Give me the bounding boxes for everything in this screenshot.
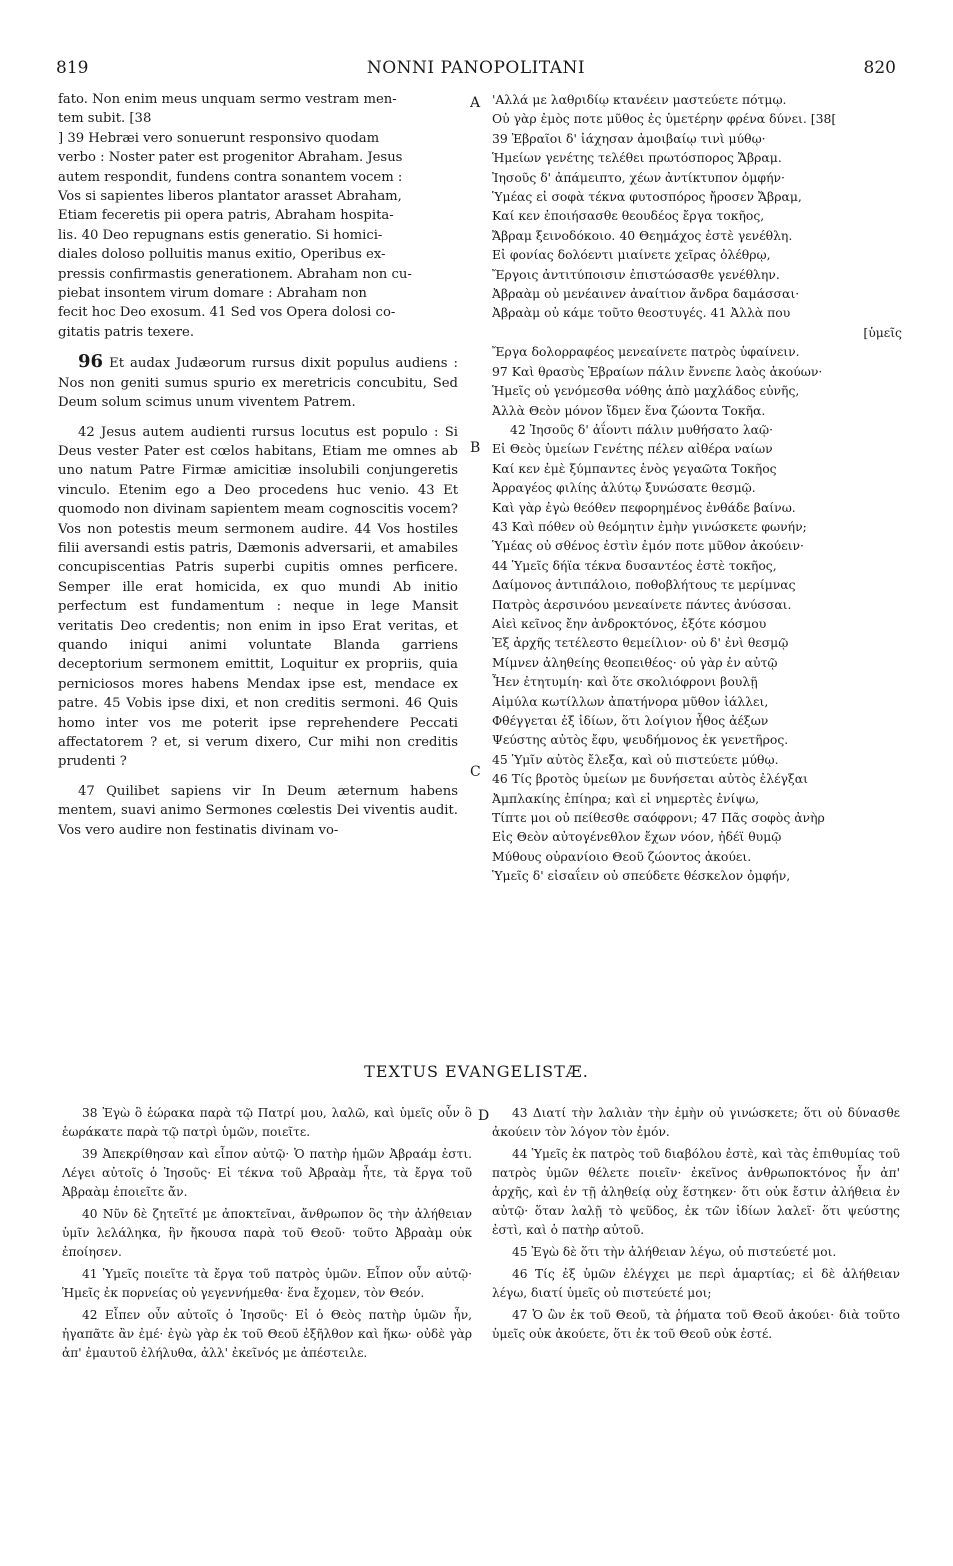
greek-line: Ἡμείων γενέτης τελέθει πρωτόσπορος Ἄβραμ.: [492, 150, 782, 166]
greek-line: Μίμνεν ἀληθείης θεοπειθέος· οὐ γὰρ ἐν αὐτῷ: [492, 654, 778, 670]
greek-line: Ἀμπλακίης ἐπίηρα; καὶ εἰ νημερτὲς ἐνίψω,: [492, 790, 760, 806]
latin-paragraph-96-text: Et audax Judæorum rursus dixit populus audiens : Nos non geniti sumus spurio ex meretricis concubitu, Sed Deum solum scimus unum viventem Patrem.: [58, 356, 458, 411]
gospel-verse: 46 Τίς ἐξ ὑμῶν ἐλέγχει με περὶ ἁμαρτίας; εἰ δὲ ἀλήθειαν λέγω, διατί ὑμεῖς οὐ πιστεύετέ μοι;: [492, 1267, 900, 1300]
greek-line: Ὑμέας οὐ σθένος ἐστὶν ἐμόν ποτε μῦθον ἀκούειν·: [492, 538, 804, 554]
greek-line: Ἀρραγέος φιλίης ἀλύτῳ ξυνώσατε θεσμῷ.: [492, 480, 756, 496]
gospel-verse: 44 Ὑμεῖς ἐκ πατρὸς τοῦ διαβόλου ἐστὲ, καὶ τὰς ἐπιθυμίας τοῦ πατρὸς ὑμῶν θέλετε ποιεῖν· ἐκεῖνος ἀνθρωποκτόνος ἦν ἀπ' ἀρχῆς, καὶ ἐν τῇ ἀληθείᾳ οὐχ ἕστηκεν· ὅτι οὐκ ἔστιν ἀλήθεια ἐν αὐτῷ· ὅταν λαλῇ τὸ ψεῦδος, ἐκ τῶν ἰδίων λαλεῖ· ὅτι ψεύστης ἐστὶ, καὶ ὁ πατὴρ αὐτοῦ.: [492, 1147, 900, 1237]
page-header: [56, 58, 896, 82]
greek-line: Αἰεὶ κεῖνος ἔην ἀνδροκτόνος, ἐξότε κόσμου: [492, 615, 767, 631]
greek-line: Καί κεν ἐποιήσασθε θεουδέος ἔργα τοκῆος,: [492, 208, 765, 224]
margin-letter-b: B: [470, 440, 481, 456]
gospel-verse: 43 Διατί τὴν λαλιὰν τὴν ἐμὴν οὐ γινώσκετε; ὅτι οὐ δύνασθε ἀκούειν τὸν λόγον τὸν ἐμόν.: [492, 1106, 900, 1139]
latin-line: diales doloso polluitis manus exitio, Operibus ex-: [58, 247, 386, 263]
latin-line: fecit hoc Deo exosum. 41 Sed vos Opera dolosi co-: [58, 305, 396, 321]
gospel-verse: 39 Ἀπεκρίθησαν καὶ εἶπον αὐτῷ· Ὁ πατὴρ ἡμῶν Ἀβραάμ ἐστι. Λέγει αὐτοῖς ὁ Ἰησοῦς· Εἰ τέκνα τοῦ Ἀβραὰμ ἦτε, τὰ ἔργα τοῦ Ἀβραὰμ ἐποιεῖτε ἄν.: [62, 1147, 472, 1199]
greek-line: 44 Ὑμεῖς δήϊα τέκνα δυσαντέος ἐστὲ τοκῆος,: [492, 557, 777, 573]
greek-line: 45 Ὑμῖν αὐτὸς ἔλεξα, καὶ οὐ πιστεύετε μύθῳ.: [492, 751, 779, 767]
greek-line: Ἔργοις ἀντιτύποισιν ἐπιστώσασθε γενέθλην.: [492, 266, 780, 282]
greek-line: Εἰ φονίας δολόεντι μιαίνετε χεῖρας ὀλέθρῳ,: [492, 247, 771, 263]
margin-letter-c: C: [470, 764, 481, 780]
latin-line: piebat insontem virum domare : Abraham non: [58, 286, 367, 302]
evangelist-text-left: [62, 1104, 472, 1366]
greek-line: [ὑμεῖς: [863, 324, 902, 340]
section-title: TEXTUS EVANGELISTÆ.: [364, 1062, 589, 1081]
greek-line: 42 Ἰησοῦς δ' ἀΐοντι πάλιν μυθήσατο λαῷ·: [510, 421, 774, 437]
latin-line: gitatis patris texere.: [58, 324, 195, 340]
gospel-verse: 38 Ἐγὼ ὃ ἑώρακα παρὰ τῷ Πατρί μου, λαλῶ, καὶ ὑμεῖς οὖν ὃ ἑωράκατε παρὰ τῷ πατρὶ ὑμῶν, ποιεῖτε.: [62, 1106, 472, 1139]
gospel-verse: 40 Νῦν δὲ ζητεῖτέ με ἀποκτεῖναι, ἄνθρωπον ὃς τὴν ἀλήθειαν ὑμῖν λελάληκα, ἣν ἤκουσα παρὰ τοῦ Θεοῦ· τοῦτο Ἀβραὰμ οὐκ ἐποίησεν.: [62, 1207, 472, 1259]
greek-line: Ἦεν ἐτητυμίη· καὶ ὅτε σκολιόφρονι βουλῇ: [492, 674, 758, 690]
latin-paragraph-96: [58, 352, 458, 412]
greek-line: Καί κεν ἐμὲ ξύμπαντες ἑνὸς γεγαῶτα Τοκῆος: [492, 460, 777, 476]
greek-line: 97 Καὶ θρασὺς Ἑβραίων πάλιν ἔννεπε λαὸς ἀκούων·: [492, 363, 823, 379]
greek-line: Ἀβραὰμ οὐ μενέαινεν ἀναίτιον ἄνδρα δαμάσσαι·: [492, 286, 800, 302]
latin-paragraph-42: 42 Jesus autem audienti rursus locutus est populo : Si Deus vester Pater est cœlos habitans, Etiam me omnes ab uno natum Patre Firmæ amicitiæ insolubili conjungeretis vinculo. Etenim ego a Deo procedens huc venio. 43 Et quomodo non divinam sapientem meam cognoscitis vocem? Vos non potestis meum sermonem audire. 44 Vos hostiles filii aversandi estis patris, Dæmonis adversarii, et amabiles concupiscentias Patris superbi cupitis omnes perficere. Semper ille erat homicida, ex quo mundi Ab initio perfectum est fundamentum : neque in lege Mansit veritatis Deo credentis; non enim in ipso Erat veritas, et quando iniqui animi voluntate Blanda garriens deceptorium sermonem emittit, Loquitur ex propriis, quia perniciosos mores habens Mendax ipse est, mendace ex patre. 45 Vobis ipse dixi, et non creditis sermoni. 46 Quis homo inter vos me poterit ipse reprehendere Peccati affectatorem ? et, si verum dixero, Cur mihi non creditis prudenti ?: [58, 424, 458, 770]
running-title: NONNI PANOPOLITANI: [366, 58, 586, 78]
greek-line: Ἄβραμ ξεινοδόκοιο. 40 Θεημάχος ἐστὲ γενέθλη.: [492, 227, 793, 243]
greek-verse-column: [492, 90, 902, 886]
gospel-verse: 41 Ὑμεῖς ποιεῖτε τὰ ἔργα τοῦ πατρὸς ὑμῶν. Εἶπον οὖν αὐτῷ· Ἡμεῖς ἐκ πορνείας οὐ γεγεννήμεθα· ἕνα ἔχομεν, τὸν Θεόν.: [62, 1267, 472, 1300]
page-number-right: 820: [863, 58, 896, 78]
greek-line: Ὑμέας εἰ σοφὰ τέκνα φυτοσπόρος ἤροσεν Ἄβραμ,: [492, 189, 802, 205]
gospel-verse: 45 Ἐγὼ δὲ ὅτι τὴν ἀλήθειαν λέγω, οὐ πιστεύετέ μοι.: [512, 1245, 837, 1259]
greek-line: Ψεύστης αὐτὸς ἔφυ, ψευδήμονος ἐκ γενετῆρος.: [492, 732, 789, 748]
latin-line: Etiam feceretis pii opera patris, Abraham hospita-: [58, 208, 394, 224]
greek-line: 'Αλλά με λαθριδίῳ κτανέειν μαστεύετε πότμῳ.: [492, 92, 787, 107]
greek-line: Ἰησοῦς δ' ἀπάμειπτο, χέων ἀντίκτυπον ὀμφήν·: [492, 169, 785, 185]
greek-line: Εἰ Θεὸς ὑμείων Γενέτης πέλεν αἰθέρα ναίων: [492, 441, 773, 457]
greek-line: 46 Τίς βροτὸς ὑμείων με δυνήσεται αὐτὸς ἐλέγξαι: [492, 771, 808, 787]
greek-line: Ἀβραὰμ οὐ κάμε τοῦτο θεοστυγές. 41 Ἀλλὰ που: [492, 305, 791, 321]
evangelist-text-right: [492, 1104, 900, 1347]
latin-line: pressis confirmastis generationem. Abraham non cu-: [58, 266, 412, 282]
margin-letter-a: A: [470, 95, 481, 111]
greek-line: Αἱμύλα κωτίλλων ἀπατήνορα μῦθον ἰάλλει,: [492, 693, 769, 709]
gospel-verse: 47 Ὁ ὢν ἐκ τοῦ Θεοῦ, τὰ ῥήματα τοῦ Θεοῦ ἀκούει· διὰ τοῦτο ὑμεῖς οὐκ ἀκούετε, ὅτι ἐκ τοῦ Θεοῦ οὐκ ἐστέ.: [492, 1308, 900, 1341]
section-number-96: 96: [78, 351, 104, 373]
margin-letter-d: D: [478, 1108, 490, 1124]
page-number-left: 819: [56, 58, 89, 78]
greek-line: Ἐξ ἀρχῆς τετέλεστο θεμείλιον· οὐ δ' ἐνὶ θεσμῷ: [492, 635, 789, 651]
greek-line: Εἰς Θεὸν αὐτογένεθλον ἔχων νόον, ἠδέϊ θυμῷ: [492, 829, 782, 845]
latin-line: autem respondit, fundens contra sonantem vocem :: [58, 169, 403, 185]
greek-line: Οὐ γὰρ ἐμὸς ποτε μῦθος ἐς ὑμετέρην φρένα δύνει. [38[: [492, 111, 837, 127]
greek-line: Καὶ γὰρ ἐγὼ θεόθεν πεφορημένος ἐνθάδε βαίνω.: [492, 499, 796, 515]
greek-line: Ἔργα δολορραφέος μενεαίνετε πατρὸς ὑφαίνειν.: [492, 344, 800, 360]
greek-line: 43 Καὶ πόθεν οὐ θεόμητιν ἐμὴν γινώσκετε φωνήν;: [492, 518, 807, 534]
greek-line: 39 Ἑβραῖοι δ' ἰάχησαν ἀμοιβαίῳ τινὶ μύθῳ·: [492, 130, 766, 146]
latin-line: ] 39 Hebræi vero sonuerunt responsivo quodam: [58, 130, 380, 146]
latin-line: tem subit. [38: [58, 111, 152, 127]
greek-line: Ὑμεῖς δ' εἰσαΐειν οὐ σπεύδετε θέσκελον ὀμφήν,: [492, 868, 791, 884]
latin-line: lis. 40 Deo repugnans estis generatio. Si homici-: [58, 227, 383, 243]
latin-line: fato. Non enim meus unquam sermo vestram men-: [58, 92, 397, 107]
latin-paragraph-47: 47 Quilibet sapiens vir In Deum æternum habens mentem, suavi animo Sermones cœlestis Dei viventis audit. Vos vero audire non festinatis divinam vo-: [58, 783, 458, 838]
greek-line: Φθέγγεται ἐξ ἰδίων, ὅτι λοίγιον ἦθος ἀέξων: [492, 713, 769, 728]
greek-line: Τίπτε μοι οὐ πείθεσθε σαόφρονι; 47 Πᾶς σοφὸς ἀνὴρ: [492, 810, 825, 826]
latin-line: verbo : Noster pater est progenitor Abraham. Jesus: [58, 150, 403, 166]
greek-line: Δαίμονος ἀντιπάλοιο, ποθοβλήτους τε μερίμνας: [492, 577, 796, 593]
greek-line: Ἡμεῖς οὐ γενόμεσθα νόθης ἀπὸ μαχλάδος εὐνῆς,: [492, 383, 800, 399]
greek-line: Μύθους οὐρανίοιο Θεοῦ ζώοντος ἀκούει.: [492, 848, 752, 864]
latin-translation-column: [58, 90, 458, 840]
gospel-verse: 42 Εἶπεν οὖν αὐτοῖς ὁ Ἰησοῦς· Εἰ ὁ Θεὸς πατὴρ ὑμῶν ἦν, ἠγαπᾶτε ἂν ἐμέ· ἐγὼ γὰρ ἐκ τοῦ Θεοῦ ἐξῆλθον καὶ ἥκω· οὐδὲ γὰρ ἀπ' ἐμαυτοῦ ἐλήλυθα, ἀλλ' ἐκεῖνός με ἀπέστειλε.: [62, 1308, 472, 1360]
latin-line: Vos si sapientes liberos plantator arasset Abraham,: [58, 189, 402, 205]
greek-line: Πατρὸς ἀερσινόου μενεαίνετε πάντες ἀνύσσαι.: [492, 596, 792, 612]
greek-line: Ἀλλὰ Θεὸν μόνον ἴδμεν ἕνα ζώοντα Τοκῆα.: [492, 402, 766, 418]
